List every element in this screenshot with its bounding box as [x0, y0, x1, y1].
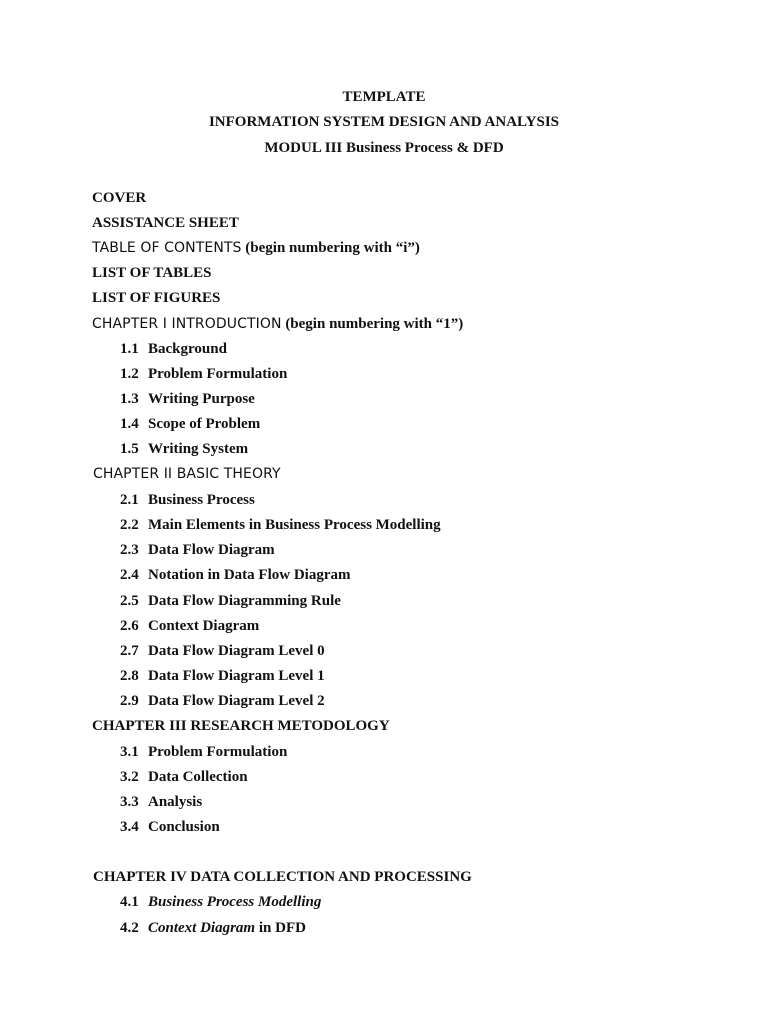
table-of-contents-entry	[92, 239, 420, 257]
item-number: 2.6	[120, 618, 139, 634]
item-number: 2.2	[120, 517, 139, 533]
item-text: Conclusion	[148, 819, 220, 835]
toc-item	[120, 893, 321, 911]
item-text: Background	[148, 341, 227, 357]
item-number: 2.4	[120, 567, 139, 583]
item-number: 1.3	[120, 391, 139, 407]
toc-label: TABLE OF CONTENTS	[92, 240, 242, 256]
item-number: 2.7	[120, 643, 139, 659]
item-text: Problem Formulation	[148, 366, 288, 382]
toc-item	[120, 491, 255, 509]
toc-item	[120, 592, 341, 610]
item-text: Data Flow Diagramming Rule	[148, 593, 341, 609]
toc-item	[120, 793, 202, 811]
assistance-sheet-entry: ASSISTANCE SHEET	[92, 215, 239, 231]
item-text: Analysis	[148, 794, 203, 810]
item-text: Data Flow Diagram	[148, 542, 275, 558]
toc-item	[120, 743, 287, 761]
toc-item	[120, 642, 325, 660]
toc-item	[120, 919, 306, 937]
item-number: 3.1	[120, 744, 139, 760]
item-text: Business Process Modelling	[148, 894, 322, 910]
item-text: Main Elements in Business Process Modelling	[148, 517, 441, 533]
toc-item	[120, 667, 325, 685]
toc-item	[120, 617, 259, 635]
toc-item	[120, 541, 275, 559]
item-number: 2.3	[120, 542, 139, 558]
item-number: 2.5	[120, 593, 139, 609]
item-number: 4.1	[120, 894, 139, 910]
item-number: 4.2	[120, 920, 139, 936]
item-number: 3.4	[120, 819, 139, 835]
item-text: Data Flow Diagram Level 2	[148, 693, 325, 709]
toc-item	[120, 365, 287, 383]
item-number: 2.9	[120, 693, 139, 709]
item-number: 1.5	[120, 441, 139, 457]
item-text: Data Flow Diagram Level 1	[148, 668, 325, 684]
item-text: Data Collection	[148, 769, 248, 785]
item-number: 2.8	[120, 668, 139, 684]
item-text-rest: in DFD	[255, 920, 306, 936]
item-number: 1.1	[120, 341, 139, 357]
header-template: TEMPLATE	[342, 89, 426, 105]
item-text: Writing System	[148, 441, 249, 457]
chapter-1-heading	[92, 315, 463, 333]
item-text: Problem Formulation	[148, 744, 288, 760]
cover-entry: COVER	[92, 190, 147, 206]
toc-item	[120, 818, 220, 836]
toc-item	[120, 692, 325, 710]
chapter-2-heading: CHAPTER II BASIC THEORY	[93, 466, 281, 482]
item-number: 3.2	[120, 769, 139, 785]
chapter-3-heading: CHAPTER III RESEARCH METODOLOGY	[92, 718, 390, 734]
item-number: 3.3	[120, 794, 139, 810]
toc-item	[120, 768, 248, 786]
item-text: Context Diagram	[148, 618, 260, 634]
item-text: Notation in Data Flow Diagram	[148, 567, 351, 583]
toc-item	[120, 516, 441, 534]
chapter-4-heading: CHAPTER IV DATA COLLECTION AND PROCESSING	[93, 869, 472, 885]
toc-item	[120, 340, 227, 358]
toc-item	[120, 440, 248, 458]
item-text: Writing Purpose	[148, 391, 255, 407]
toc-note: (begin numbering with “i”)	[245, 240, 420, 256]
toc-item	[120, 415, 260, 433]
chapter-1-note: (begin numbering with “1”)	[285, 316, 464, 332]
item-number: 1.4	[120, 416, 139, 432]
header-module-title: MODUL III Business Process & DFD	[264, 140, 504, 156]
item-number: 2.1	[120, 492, 139, 508]
item-text: Data Flow Diagram Level 0	[148, 643, 325, 659]
chapter-1-label: CHAPTER I INTRODUCTION	[92, 316, 282, 332]
list-of-figures-entry: LIST OF FIGURES	[92, 290, 221, 306]
toc-item	[120, 390, 255, 408]
list-of-tables-entry: LIST OF TABLES	[92, 265, 212, 281]
header-course-title: INFORMATION SYSTEM DESIGN AND ANALYSIS	[208, 114, 560, 130]
toc-item	[120, 566, 351, 584]
item-text: Business Process	[148, 492, 255, 508]
item-number: 1.2	[120, 366, 139, 382]
item-text-italic: Context Diagram	[148, 920, 256, 936]
item-text: Scope of Problem	[148, 416, 261, 432]
